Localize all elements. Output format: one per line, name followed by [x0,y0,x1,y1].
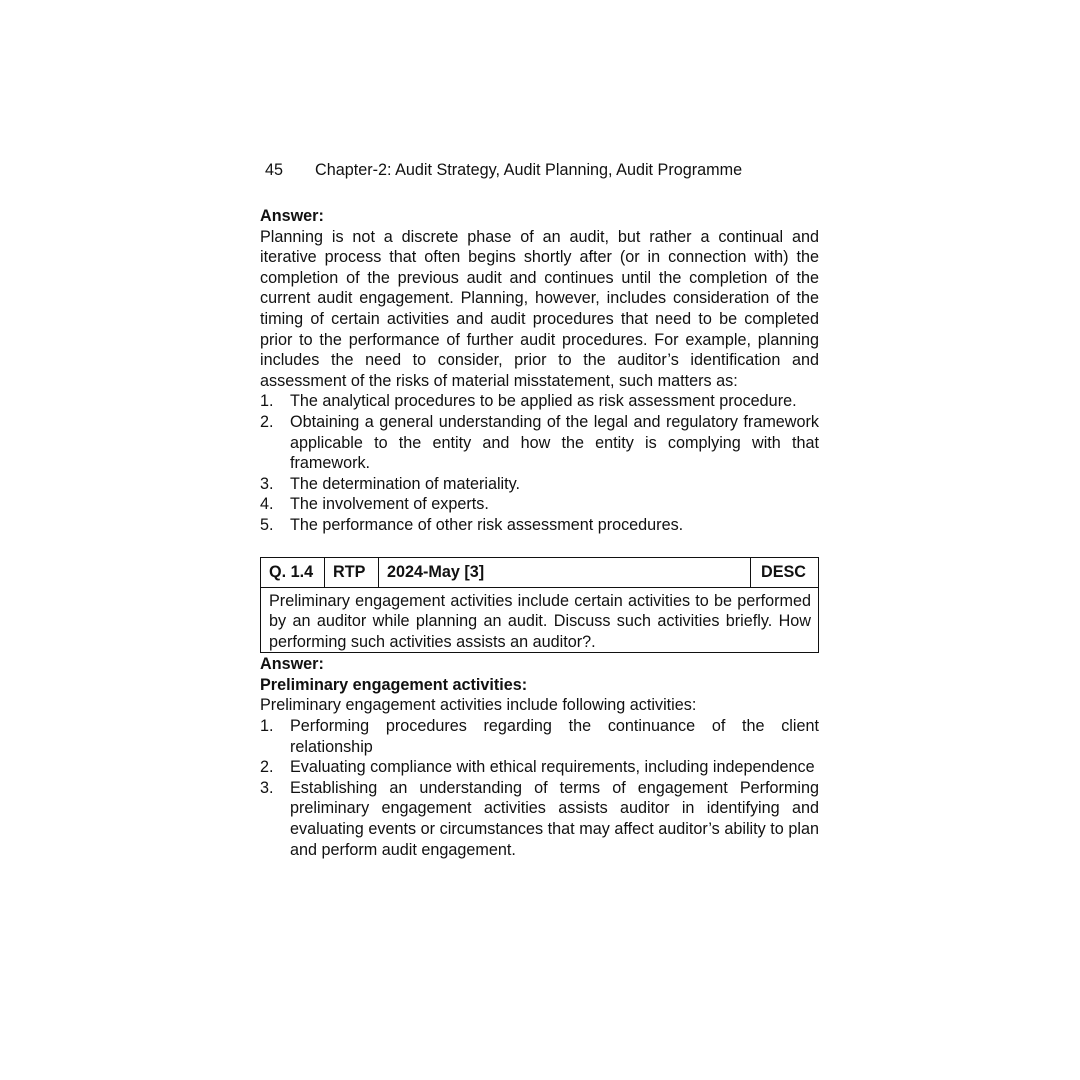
question-header [261,558,818,588]
answer-subheading: Preliminary engagement activities: [260,675,528,694]
answer-intro: Preliminary engagement activities include following activities: [260,696,697,715]
question-number: Q. 1.4 [269,562,314,581]
list-item [260,474,819,495]
list-item-text: Evaluating compliance with ethical requirements, including independence [290,758,815,777]
list-item [260,494,819,515]
document-page [260,160,819,860]
list-item-number: 4. [260,495,274,514]
list-item-number: 3. [260,474,274,493]
list-item [260,391,819,412]
list-item-text: The performance of other risk assessment procedures. [290,515,684,534]
running-header [260,160,819,184]
chapter-title: Chapter-2: Audit Strategy, Audit Planning, Audit Programme [315,161,743,179]
answer-label: Answer: [260,207,324,225]
list-item-text: Obtaining a general understanding of the legal and regulatory framework applicable to the entity and how the entity is complying with that framework. [290,412,819,473]
answer-paragraph: Planning is not a discrete phase of an audit, but rather a continual and iterative process that often begins shortly after (or in connection with) the completion of the previous audit and continues until the completion of the current audit engagement. Planning, however, includes consideration of the timing of certain activities and audit procedures that need to be completed prior to the performance of further audit procedures. For example, planning includes the need to consider, prior to the auditor’s identification and assessment of the risks of material misstatement, such matters as: [260,227,819,390]
answer-label: Answer: [260,655,324,674]
list-item-number: 2. [260,412,274,431]
list-item-number: 3. [260,778,274,797]
list-item-number: 2. [260,758,274,777]
question-box [260,557,819,654]
list-item-number: 5. [260,515,274,534]
list-item [260,757,819,778]
page-number: 45 [265,161,284,179]
list-item-text: The determination of materiality. [290,474,521,493]
list-item [260,778,819,860]
question-type: DESC [750,558,818,587]
list-item [260,412,819,474]
list-item-text: The involvement of experts. [290,495,489,514]
list-item-text: Performing procedures regarding the continuance of the client relationship [290,717,819,756]
list-item-text: Establishing an understanding of terms of engagement Performing preliminary engagement activities assists auditor in identifying and evaluating events or circumstances that may affect auditor’s ability to plan and perform audit engagement. [290,778,819,859]
question-source: RTP [324,558,378,587]
activities-list [260,716,819,860]
question-attempt: 2024-May [3] [378,558,750,587]
list-item [260,515,819,536]
list-item-number: 1. [260,717,274,736]
question-text: Preliminary engagement activities include certain activities to be performed by an auditor while planning an audit. Discuss such activities briefly. How performing such activities assists an auditor?. [269,591,811,651]
planning-matters-list [260,391,819,535]
list-item [260,716,819,757]
list-item-number: 1. [260,392,274,411]
list-item-text: The analytical procedures to be applied as risk assessment procedure. [290,392,797,411]
